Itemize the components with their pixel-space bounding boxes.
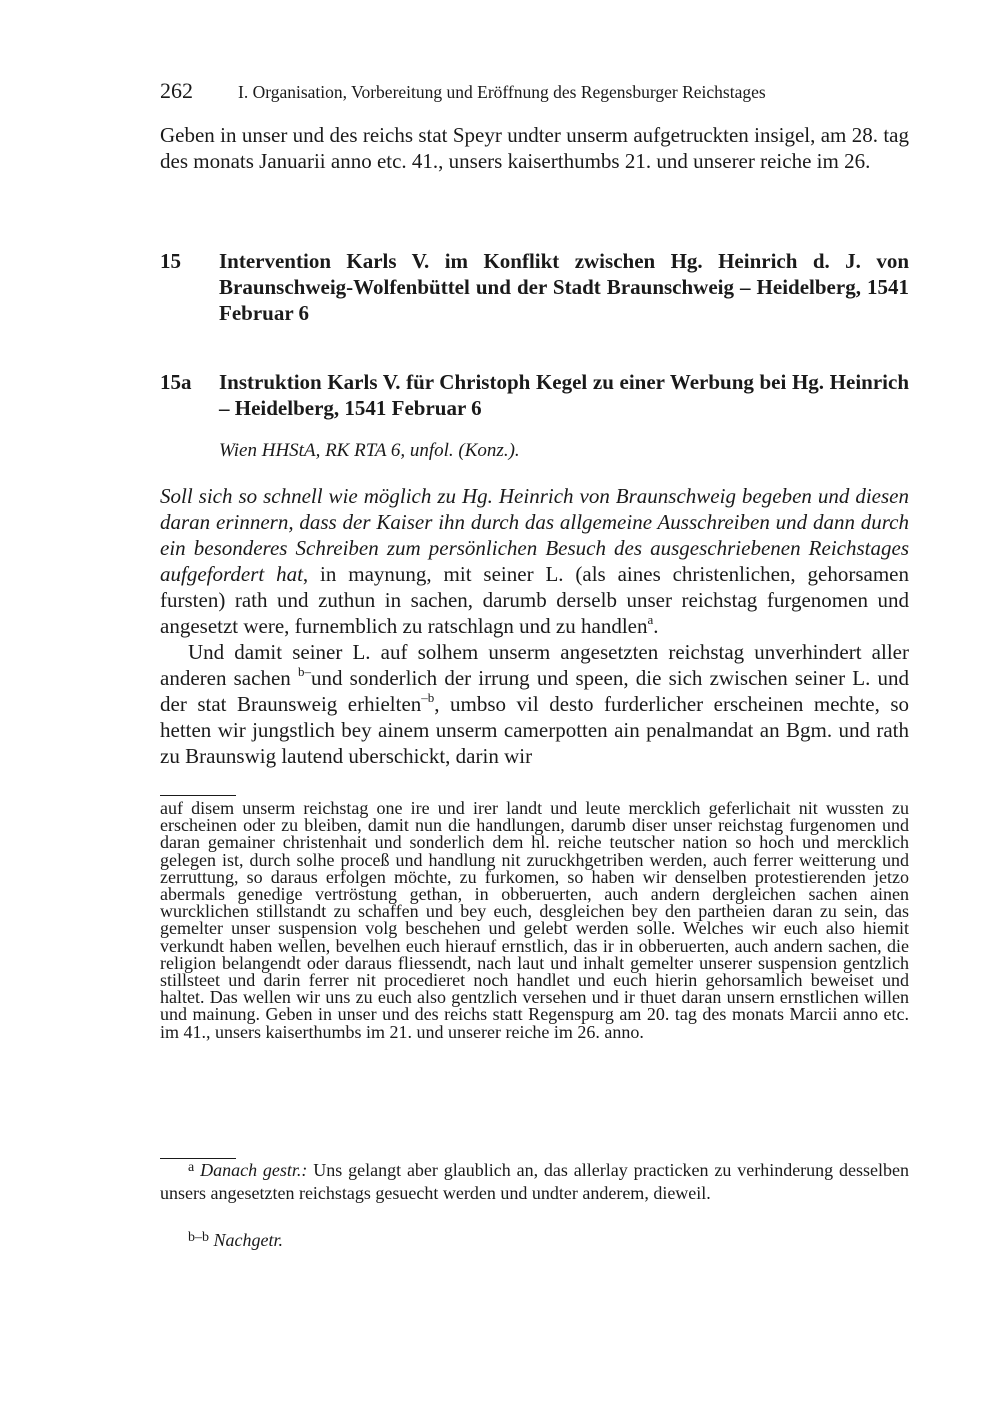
paragraph-1: Soll sich so schnell wie möglich zu Hg. Heinrich von Braunschweig begeben und diesen daran erinnern, dass der Kaiser ihn durch das allgemeine Ausschreiben und dann durch ein besonderes Schreiben zum persönlichen Besuch des ausgeschriebenen Reichstages aufgefordert hat, in maynung, mit seiner L. (als aines christenlichen, gehorsamen fursten) rath und zuthun in sachen, darumb derselb unser reichstag furgenomen und angesetzt were, furnemblich zu ratschlagn und zu handlen$^a$. <box>160 484 909 638</box>
section-title: Intervention Karls V. im Konflikt zwischen Hg. Heinrich d. J. von Braunschweig-Wolfenbüttel und der Stadt Braunschweig – Heidelberg, 1541 Februar 6 <box>219 249 909 325</box>
paragraph-2: Und damit seiner L. auf solhem unserm angesetzten reichstag unverhindert aller anderen sachen $^{b-}$und sonderlich der irrung und speen, die sich zwischen seiner L. und der stat Braunsweig erhielten$^{-b}$, umbso vil desto furderlicher erscheinen mechte, so hetten wir jungstlich bey ainem unserm camerpotten ain penalmandat an Bgm. und rath zu Braunswig lautend uberschickt, darin wir <box>160 640 910 768</box>
footnote-label: a <box>188 1160 195 1175</box>
footnote-ref-b-open: b– <box>297 664 311 679</box>
section-15a-heading <box>160 369 909 421</box>
section-number: 15 <box>160 249 181 273</box>
section-15-heading <box>160 248 909 326</box>
footnote-separator <box>160 795 236 796</box>
footnote-separator <box>160 1158 236 1159</box>
section-title: Instruktion Karls V. für Christoph Kegel zu einer Werbung bei Hg. Heinrich – Heidelberg, 1541 Februar 6 <box>219 370 909 420</box>
summary-italic: Soll sich so schnell wie möglich zu Hg. Heinrich von Braunschweig begeben und diesen daran erinnern, dass der Kaiser ihn durch das allgemeine Ausschreiben und dann durch ein besonderes Schreiben zum persönlichen Besuch des ausgeschriebenen Reichstages aufgefordert hat <box>160 484 909 586</box>
closing-paragraph: Geben in unser und des reichs stat Speyr undter unserm aufgetruckten insigel, am 28. tag des monats Januarii anno etc. 41., unsers kaiserthumbs 21. und unserer reiche im 26. <box>160 123 909 173</box>
footnote-ref-b-close: –b <box>421 690 435 705</box>
footnote-a: $^a$ Danach gestr.: Uns gelangt aber glaublich an, das allerlay practicken zu verhinderung desselben unsers angesetzten reichstags gesuecht werden und undter anderem, dieweil. <box>160 1160 910 1203</box>
page-number: 262 <box>160 78 193 103</box>
main-text <box>160 483 909 769</box>
footnote-b: $^{b-b}$ Nachgetr. <box>188 1230 283 1250</box>
footnote-ref-a: a <box>647 612 654 627</box>
continuation-footnote: auf disem unserm reichstag one ire und irer landt und leute mercklich geferlichait nit wussten zu erscheinen oder zu bleiben, damit nun die handlungen, darumb diser unser reichstag furgenomen und daran gemainer christenhait und sonderlich dem hl. reiche teutscher nation so hoch und mercklich gelegen ist, durch solhe proceß und handlung nit zuruckhgetriben werden, auch ferrer weitterung und zerruttung, so daraus erfolgen möchte, zu furkomen, so haben wir denselben protestierenden jetzo abermals genedige vertröstung gethan, in obberuerten, auch andern dergleichen sachen ainen wurcklichen stillstandt zu schaffen und bey euch, desgleichen bey den partheien daran zu sein, das gemelter unser suspension volg beschehen und gelebt werden solle. Welches wir euch also hiemit verkundt haben wellen, bevelhen euch hierauf ernstlich, das ir in obberuerten, auch andern sachen, die religion belangendt oder daraus fliessendt, nach laut und inhalt gemelter unserer suspension gentzlich stillsteet und darin ferrer nit procedieret noch handlet und euch hierin gehorsamlich beweiset und haltet. Das wellen wir uns zu euch also gentzlich versehen und ir thuet daran unsern ernstlichen willen und mainung. Geben in unser und des reichs statt Regenspurg am 20. tag des monats Marcii anno etc. im 41., unsers kaiserthumbs im 21. und unserer reiche im 26. anno. <box>160 798 909 1042</box>
archival-source: Wien HHStA, RK RTA 6, unfol. (Konz.). <box>219 440 520 461</box>
page-header <box>160 78 920 104</box>
paragraph-text: , in maynung, mit seiner L. (als aines christenlichen, gehorsamen fursten) rath und zuthun in sachen, darumb derselb unser reichstag furgenomen und angesetzt were, furnemblich zu ratschlagn und zu handlen <box>160 562 909 638</box>
running-head: I. Organisation, Vorbereitung und Eröffnung des Regensburger Reichstages <box>238 82 766 102</box>
section-number: 15a <box>160 370 192 394</box>
footnote-label: b–b <box>188 1230 209 1245</box>
